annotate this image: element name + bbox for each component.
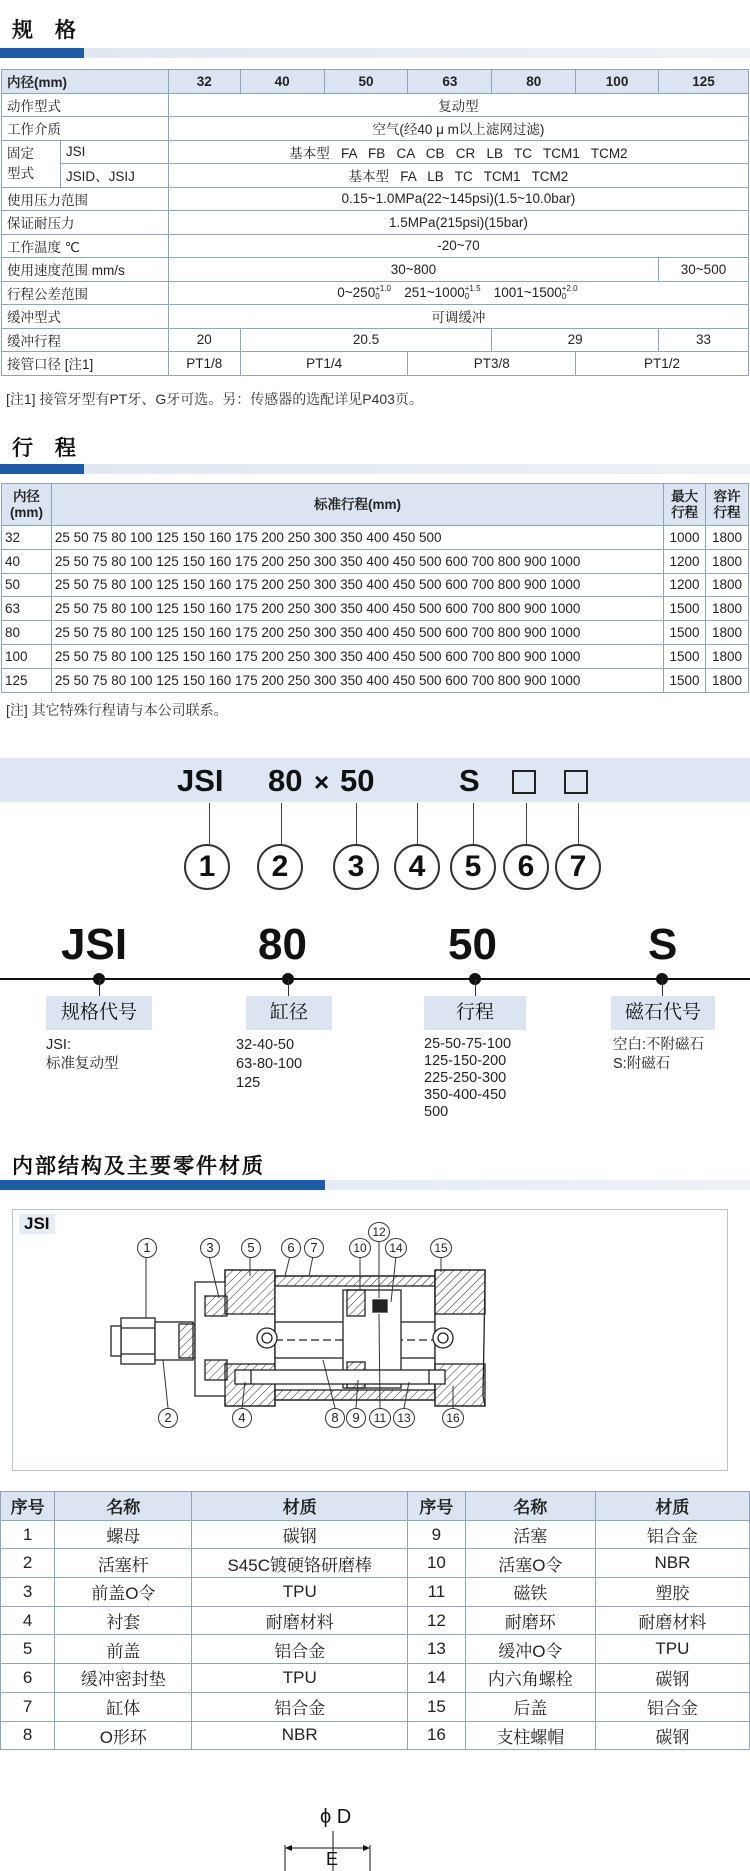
bore-63: 63 — [408, 70, 492, 94]
big-code-stroke: 50 — [448, 920, 497, 969]
callout-14: 14 — [385, 1238, 407, 1258]
spec-note: [注1] 接管牙型有PT牙、G牙可选。另：传感器的选配详见P403页。 — [6, 391, 423, 407]
action-row: 动作型式 复动型 — [2, 93, 749, 117]
mount-jsid-row: JSID、JSIJ 基本型 FA LB TC TCM1 TCM2 — [2, 164, 749, 188]
allow-stroke-header: 容许 行程 — [706, 484, 749, 526]
structure-section-title: 内部结构及主要零件材质 — [12, 1155, 265, 1178]
parts-row: 4 衬套 耐磨材料 12 耐磨环 耐磨材料 — [1, 1606, 750, 1635]
parts-row: 3 前盖O令 TPU 11 磁铁 塑胶 — [1, 1578, 750, 1607]
desc-stroke: 25-50-75-100 125-150-200 225-250-300 350-400-450 500 — [424, 1036, 512, 1120]
stroke-section-title: 行 程 — [12, 437, 84, 460]
parts-row: 7 缸体 铝合金 15 后盖 铝合金 — [1, 1692, 750, 1721]
code-stroke: 50 — [340, 763, 375, 798]
stroke-note: [注] 其它特殊行程请与本公司联系。 — [6, 702, 228, 718]
desc-bore: 32-40-50 63-80-100 125 — [236, 1037, 303, 1091]
cylinder-cross-section — [13, 1210, 729, 1472]
bore-80: 80 — [492, 70, 576, 94]
pressure-row: 使用压力范围 0.15~1.0MPa(22~145psi)(1.5~10.0bar) — [2, 187, 749, 211]
callout-1: 1 — [137, 1238, 157, 1258]
code-times: × — [314, 767, 330, 797]
code-series: JSI — [177, 763, 224, 798]
mount-type-label: 固定 型式 — [2, 140, 61, 187]
big-code-bore: 80 — [258, 920, 307, 969]
callout-10: 10 — [349, 1238, 371, 1258]
temp-row: 工作温度 ℃ -20~70 — [2, 234, 749, 258]
bore-100: 100 — [576, 70, 659, 94]
callout-9: 9 — [346, 1408, 366, 1428]
spec-section-bar — [0, 48, 750, 58]
big-code-series: JSI — [61, 920, 128, 969]
callout-circle-7: 7 — [555, 844, 601, 890]
structure-section-bar — [0, 1180, 750, 1190]
callout-2: 2 — [158, 1408, 178, 1428]
tag-stroke: 行程 — [424, 996, 526, 1030]
code-axis-line — [0, 978, 750, 980]
parts-row: 5 前盖 铝合金 13 缓冲O令 TPU — [1, 1635, 750, 1664]
medium-row: 工作介质 空气(经40 μ m以上滤网过滤) — [2, 117, 749, 141]
callout-8: 8 — [325, 1408, 345, 1428]
callout-15: 15 — [430, 1238, 452, 1258]
speed-row: 使用速度范围 mm/s 30~800 30~500 — [2, 258, 749, 282]
proof-row: 保证耐压力 1.5MPa(215psi)(15bar) — [2, 211, 749, 235]
callout-13: 13 — [393, 1408, 415, 1428]
callout-4: 4 — [232, 1408, 252, 1428]
port-row: 接管口径 [注1] PT1/8 PT1/4 PT3/8 PT1/2 — [2, 352, 749, 376]
desc-magnet: 空白:不附磁石 S:附磁石 — [613, 1037, 705, 1072]
stroke-table — [1, 483, 749, 693]
stroke-row: 125 25 50 75 80 100 125 150 160 175 200 250 300 350 400 450 500 600 700 800 900 1000 1500 1800 — [2, 668, 749, 692]
stroke-row: 40 25 50 75 80 100 125 150 160 175 200 250 300 350 400 450 500 600 700 800 900 1000 1200 1800 — [2, 549, 749, 573]
parts-row: 8 O形环 NBR 16 支柱螺帽 碳钢 — [1, 1721, 750, 1750]
cushion-type-row: 缓冲型式 可调缓冲 — [2, 305, 749, 329]
bore-col-header: 内径 (mm) — [2, 484, 52, 526]
spec-section-title: 规 格 — [12, 19, 84, 42]
spec-table — [1, 69, 749, 376]
tolerance-values: 0~250 +1.0 0 251~1000 +1.5 0 1001~1500 +2.0 0 — [168, 281, 748, 305]
dimension-drawing — [0, 1791, 750, 1871]
standard-stroke-header: 标准行程(mm) — [51, 484, 663, 526]
code-bore: 80 — [268, 763, 303, 798]
code-option-box-7 — [564, 770, 588, 794]
stroke-row: 100 25 50 75 80 100 125 150 160 175 200 250 300 350 400 450 500 600 700 800 900 1000 1500 1800 — [2, 644, 749, 668]
diagram-label: JSI — [19, 1214, 55, 1234]
bore-32: 32 — [168, 70, 240, 94]
parts-row: 1 螺母 碳钢 9 活塞 铝合金 — [1, 1520, 750, 1549]
stroke-row: 63 25 50 75 80 100 125 150 160 175 200 250 300 350 400 450 500 600 700 800 900 1000 1500 1800 — [2, 597, 749, 621]
structure-diagram — [12, 1209, 728, 1471]
order-code-band — [0, 758, 750, 802]
callout-12: 12 — [368, 1222, 390, 1242]
callout-circle-2: 2 — [257, 844, 303, 890]
big-code-magnet: S — [648, 920, 678, 969]
parts-table — [0, 1491, 750, 1750]
dimension-phi-d: ϕ D — [320, 1806, 352, 1828]
parts-row: 6 缓冲密封垫 TPU 14 内六角螺栓 碳钢 — [1, 1664, 750, 1693]
stroke-row: 32 25 50 75 80 100 125 150 160 175 200 250 300 350 400 450 500 1000 1800 — [2, 526, 749, 550]
parts-header-row: 序号 名称 材质 序号 名称 材质 — [1, 1492, 750, 1521]
bore-125: 125 — [659, 70, 749, 94]
tag-bore: 缸径 — [246, 996, 332, 1030]
stroke-row: 80 25 50 75 80 100 125 150 160 175 200 250 300 350 400 450 500 600 700 800 900 1000 1500 1800 — [2, 621, 749, 645]
callout-circle-6: 6 — [503, 844, 549, 890]
callout-3: 3 — [200, 1238, 220, 1258]
callout-circle-5: 5 — [450, 844, 496, 890]
callout-6: 6 — [281, 1238, 301, 1258]
stroke-section-bar — [0, 464, 750, 474]
callout-circle-3: 3 — [333, 844, 379, 890]
bore-40: 40 — [240, 70, 324, 94]
parts-row: 2 活塞杆 S45C镀硬铬研磨棒 10 活塞O令 NBR — [1, 1549, 750, 1578]
callout-circle-4: 4 — [394, 844, 440, 890]
bore-header: 内径(mm) — [2, 70, 169, 94]
cushion-stroke-row: 缓冲行程 20 20.5 29 33 — [2, 328, 749, 352]
spec-header-row — [2, 70, 749, 94]
tolerance-row: 行程公差范围 0~250 +1.0 0 251~1000 +1.5 0 1001~1500 +2.0 0 — [2, 281, 749, 305]
stroke-header-row — [2, 484, 749, 526]
callout-5: 5 — [241, 1238, 261, 1258]
dimension-e: E — [326, 1849, 339, 1869]
callout-7: 7 — [304, 1238, 324, 1258]
max-stroke-header: 最大 行程 — [664, 484, 706, 526]
callout-16: 16 — [442, 1408, 464, 1428]
stroke-row: 50 25 50 75 80 100 125 150 160 175 200 250 300 350 400 450 500 600 700 800 900 1000 1200 1800 — [2, 573, 749, 597]
tag-series: 规格代号 — [46, 996, 152, 1030]
callout-11: 11 — [369, 1408, 391, 1428]
mount-jsi-row: 固定 型式 JSI 基本型 FA FB CA CB CR LB TC TCM1 TCM2 — [2, 140, 749, 164]
desc-series: JSI: 标准复动型 — [46, 1037, 119, 1072]
code-option-box-6 — [512, 770, 536, 794]
tag-magnet: 磁石代号 — [611, 996, 715, 1030]
callout-circle-1: 1 — [184, 844, 230, 890]
bore-50: 50 — [324, 70, 408, 94]
code-magnet: S — [459, 763, 480, 798]
